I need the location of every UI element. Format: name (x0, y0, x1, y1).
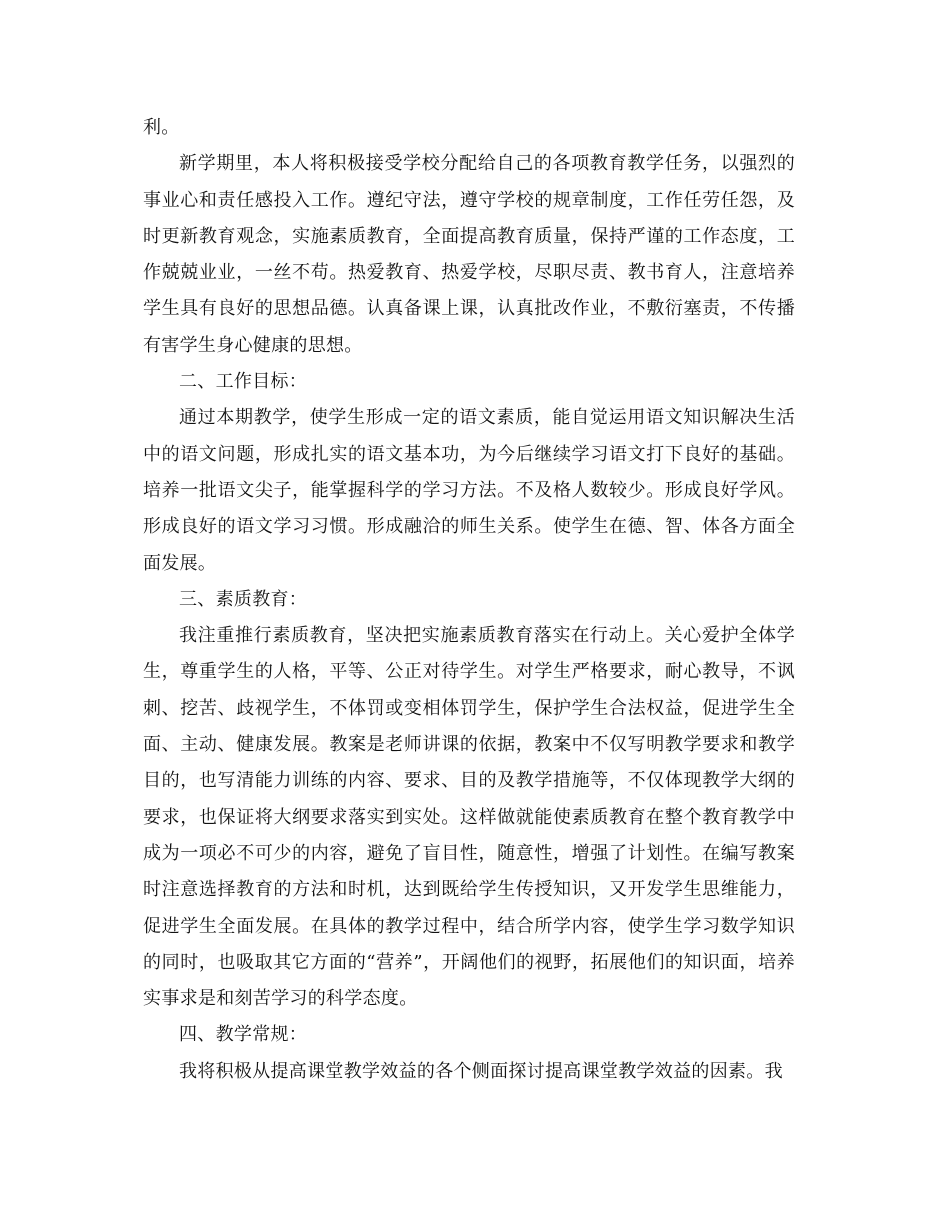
section-heading-quality-education: 三、素质教育： (179, 588, 308, 610)
paragraph-work-goals: 通过本期教学，使学生形成一定的语文素质，能自觉运用语文知识解决生活中的语文问题，形成扎实的语文基本功，为今后继续学习语文打下良好的基础。培养一批语文尖子，能掌握科学的学习方法。不及格人数较少。形成良好学风。形成良好的语文学习习惯。形成融洽的师生关系。使学生在德、智、体各方面全面发展。 (143, 407, 795, 574)
paragraph-teaching-routine: 我将积极从提高课堂教学效益的各个侧面探讨提高课堂教学效益的因素。我 (179, 1060, 783, 1082)
section-heading-work-goals: 二、工作目标： (179, 371, 308, 393)
document-page (143, 110, 795, 1090)
section-heading-teaching-routine: 四、教学常规： (179, 1024, 308, 1046)
paragraph-quality-education: 我注重推行素质教育，坚决把实施素质教育落实在行动上。关心爱护全体学生，尊重学生的人格，平等、公正对待学生。对学生严格要求，耐心教导，不讽刺、挖苦、歧视学生，不体罚或变相体罚学生，保护学生合法权益，促进学生全面、主动、健康发展。教案是老师讲课的依据，教案中不仅写明教学要求和教学目的，也写清能力训练的内容、要求、目的及教学措施等，不仅体现教学大纲的要求，也保证将大纲要求落实到实处。这样做就能使素质教育在整个教育教学中成为一项必不可少的内容，避免了盲目性，随意性，增强了计划性。在编写教案时注意选择教育的方法和时机，达到既给学生传授知识，又开发学生思维能力，促进学生全面发展。在具体的教学过程中，结合所学内容，使学生学习数学知识的同时，也吸取其它方面的“营养”，开阔他们的视野，拓展他们的知识面，培养实事求是和刻苦学习的科学态度。 (143, 625, 795, 1010)
paragraph-work-attitude: 新学期里，本人将积极接受学校分配给自己的各项教育教学任务，以强烈的事业心和责任感投入工作。遵纪守法，遵守学校的规章制度，工作任劳任怨，及时更新教育观念，实施素质教育，全面提高教育质量，保持严谨的工作态度，工作兢兢业业，一丝不苟。热爱教育、热爱学校，尽职尽责、教书育人，注意培养学生具有良好的思想品德。认真备课上课，认真批改作业，不敷衍塞责，不传播有害学生身心健康的思想。 (143, 153, 795, 356)
paragraph-continuation: 利。 (143, 117, 180, 138)
